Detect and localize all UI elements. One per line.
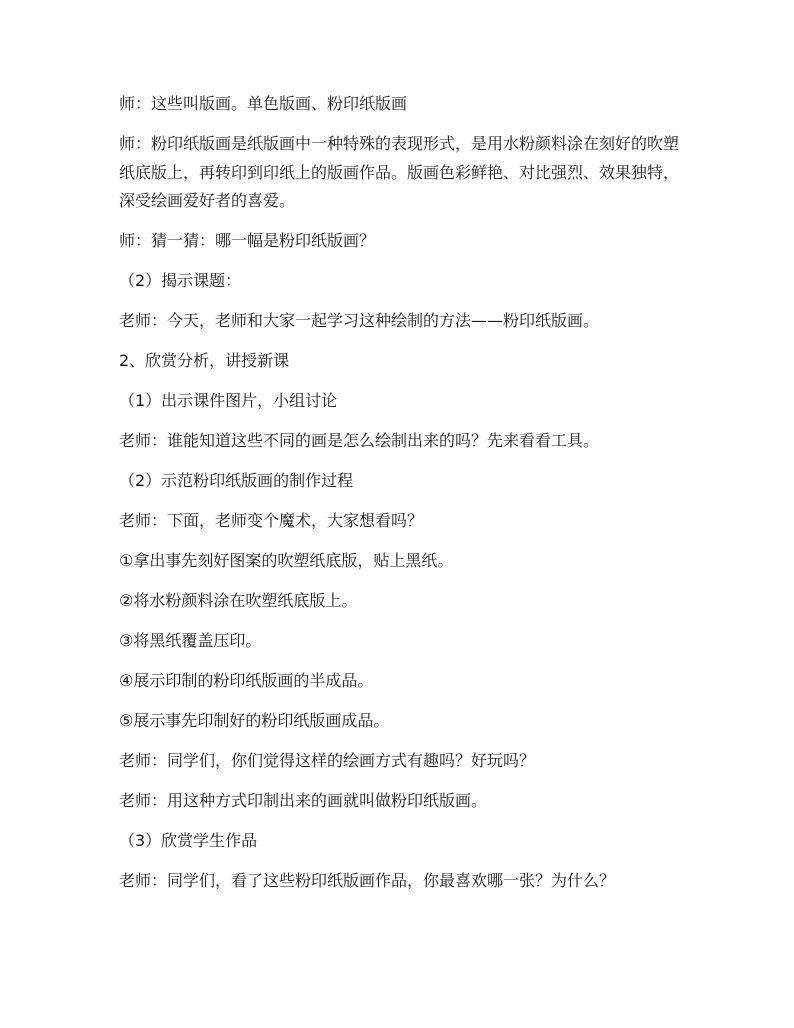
paragraph: 师：猜一猜：哪一幅是粉印纸版画？ [119, 231, 376, 250]
paragraph: 老师：同学们，你们觉得这样的绘画方式有趣吗？好玩吗？ [119, 751, 536, 770]
paragraph: 师：粉印纸版画是纸版画中一种特殊的表现形式，是用水粉颜料涂在刻好的吹塑纸底版上，再转印到印纸上的版画作品。版画色彩鲜艳、对比强烈、效果独特，深受绘画爱好者的喜爱。 [119, 134, 680, 210]
paragraph: （2）示范粉印纸版画的制作过程 [119, 471, 354, 490]
paragraph: ③将黑纸覆盖压印。 [119, 631, 262, 650]
paragraph: （2）揭示课题： [119, 271, 242, 290]
paragraph: 老师：谁能知道这些不同的画是怎么绘制出来的吗？先来看看工具。 [119, 431, 600, 450]
paragraph: （3）欣赏学生作品 [119, 831, 258, 850]
paragraph: ①拿出事先刻好图案的吹塑纸底版，贴上黑纸。 [119, 551, 454, 570]
paragraph: 老师：今天，老师和大家一起学习这种绘制的方法——粉印纸版画。 [119, 311, 600, 330]
paragraph: 老师：同学们，看了这些粉印纸版画作品，你最喜欢哪一张？为什么？ [119, 871, 616, 890]
paragraph: ④展示印制的粉印纸版画的半成品。 [119, 671, 374, 690]
document-body [119, 90, 679, 907]
paragraph: ⑤展示事先印制好的粉印纸版画成品。 [119, 711, 390, 730]
paragraph: 老师：用这种方式印制出来的画就叫做粉印纸版画。 [119, 791, 488, 810]
paragraph: ②将水粉颜料涂在吹塑纸底版上。 [119, 591, 358, 610]
paragraph: 2、欣赏分析，讲授新课 [119, 351, 290, 370]
paragraph: 师：这些叫版画。单色版画、粉印纸版画 [119, 94, 408, 113]
paragraph: 老师：下面，老师变个魔术，大家想看吗？ [119, 511, 424, 530]
paragraph: （1）出示课件图片，小组讨论 [119, 391, 338, 410]
